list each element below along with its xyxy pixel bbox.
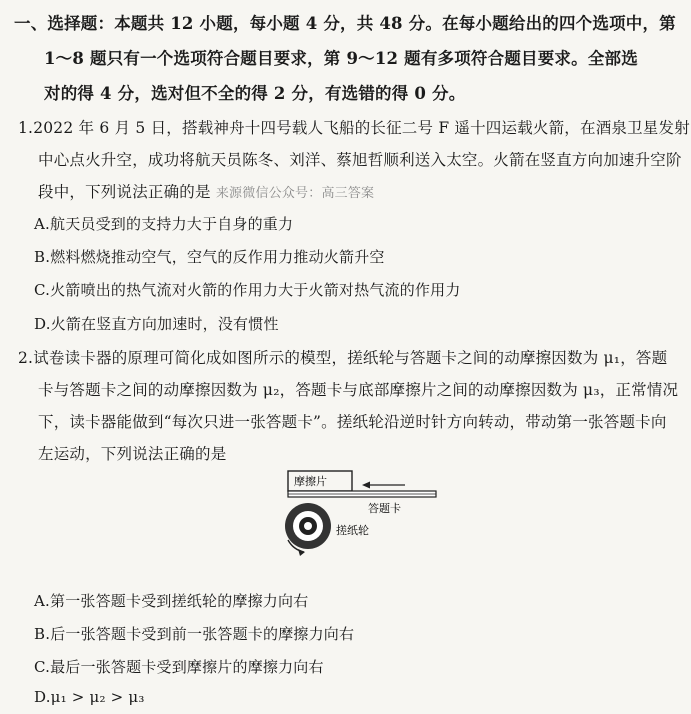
q1-option-c: C.火箭喷出的热气流对火箭的作用力大于火箭对热气流的作用力	[34, 281, 461, 299]
pickup-wheel-center	[304, 522, 312, 530]
q2-option-c: C.最后一张答题卡受到摩擦片的摩擦力向右	[34, 658, 324, 676]
section-header-line-3: 对的得 4 分，选对但不全的得 2 分，有选错的得 0 分。	[44, 84, 466, 103]
friction-pad-label: 摩擦片	[294, 475, 327, 488]
q2-option-d: D.μ₁ > μ₂ > μ₃	[34, 688, 145, 706]
q2-stem-line-3: 下，读卡器能做到“每次只进一张答题卡”。搓纸轮沿逆时针方向转动，带动第一张答题卡向	[38, 413, 667, 431]
q2-option-b: B.后一张答题卡受到前一张答题卡的摩擦力向右	[34, 625, 355, 643]
q1-option-b: B.燃料燃烧推动空气，空气的反作用力推动火箭升空	[34, 248, 385, 266]
q1-stem-line-3	[38, 180, 374, 202]
q1-stem-line-2: 中心点火升空，成功将航天员陈冬、刘洋、蔡旭哲顺利送入太空。火箭在竖直方向加速升空阶	[38, 151, 682, 169]
q2-stem-line-4: 左运动，下列说法正确的是	[38, 445, 227, 463]
card-reader-figure	[270, 466, 440, 578]
q2-stem-line-2: 卡与答题卡之间的动摩擦因数为 μ₂，答题卡与底部摩擦片之间的动摩擦因数为 μ₃，正常情况	[38, 381, 679, 399]
watermark-text: 来源微信公众号：高三答案	[215, 186, 375, 201]
q1-stem-text: 段中，下列说法正确的是	[38, 183, 211, 201]
left-arrow-icon	[362, 482, 370, 489]
q1-option-d: D.火箭在竖直方向加速时，没有惯性	[34, 315, 279, 333]
q2-option-a: A.第一张答题卡受到搓纸轮的摩擦力向右	[34, 592, 309, 610]
q1-stem-line-1: 1.2022 年 6 月 5 日，搭载神舟十四号载人飞船的长征二号 F 遥十四运载火箭，在酒泉卫星发射	[18, 119, 690, 137]
card-reader-diagram	[270, 466, 440, 578]
answer-card-label: 答题卡	[368, 502, 401, 515]
section-header-line-1: 一、选择题：本题共 12 小题，每小题 4 分，共 48 分。在每小题给出的四个选项中，第	[14, 14, 676, 33]
pickup-wheel-label: 搓纸轮	[336, 524, 369, 537]
q2-stem-line-1: 2.试卷读卡器的原理可简化成如图所示的模型，搓纸轮与答题卡之间的动摩擦因数为 μ₁，答题	[18, 349, 668, 367]
section-header-line-2: 1～8 题只有一个选项符合题目要求，第 9～12 题有多项符合题目要求。全部选	[44, 49, 638, 68]
q1-option-a: A.航天员受到的支持力大于自身的重力	[34, 215, 294, 233]
counterclockwise-arrow-icon	[298, 549, 305, 556]
